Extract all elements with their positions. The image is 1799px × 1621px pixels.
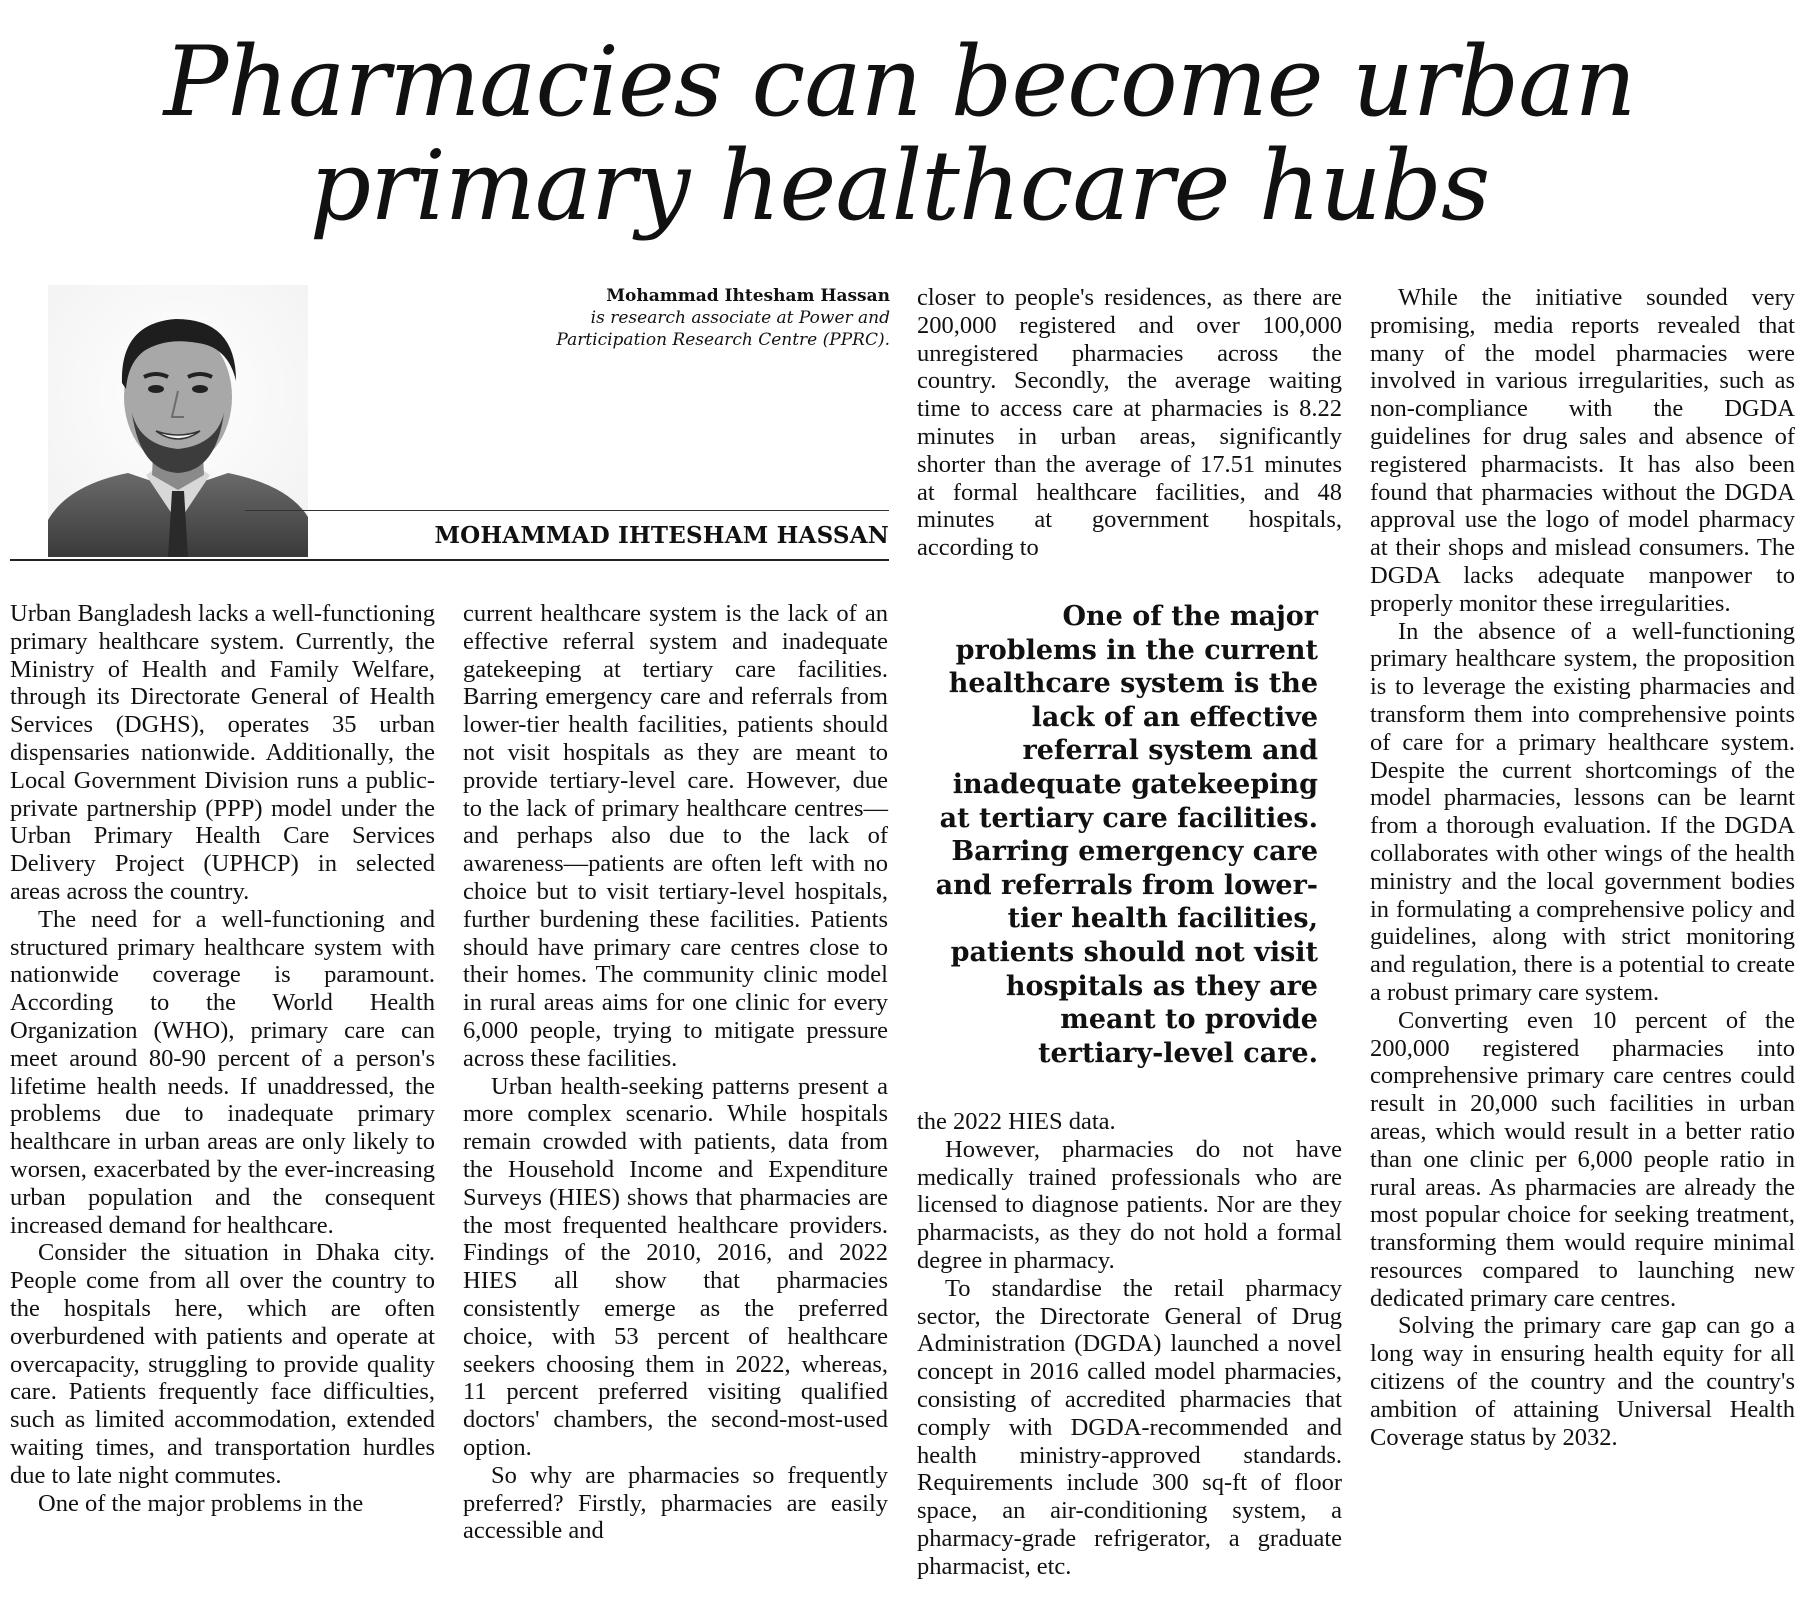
paragraph: So why are pharmacies so frequently preferred? Firstly, pharmacies are easily accessible and xyxy=(463,1461,888,1545)
author-affiliation-line-1: is research associate at Power and xyxy=(590,308,890,328)
paragraph: However, pharmacies do not have medically trained professionals who are licensed to diagnose patients. Nor are they pharmacists, as they do not hold a formal degree in pharmacy. xyxy=(917,1135,1342,1274)
byline: MOHAMMAD IHTESHAM HASSAN xyxy=(434,522,889,549)
article-column-2 xyxy=(463,600,888,1545)
paragraph: closer to people's residences, as there are 200,000 registered and over 100,000 unregistered pharmacies across the country. Secondly, the average waiting time to access care at pharmacies is 8.22 minutes in urban areas, significantly shorter than the average of 17.51 minutes at formal healthcare facilities, and 48 minutes at government hospitals, according to xyxy=(917,284,1342,562)
paragraph: In the absence of a well-functioning primary healthcare system, the proposition is to leverage the existing pharmacies and transform them into comprehensive points of care for a primary healthcare system. Despite the current shortcomings of the model pharmacies, lessons can be learnt from a thorough evaluation. If the DGDA collaborates with other wings of the health ministry and the local government bodies in formulating a comprehensive policy and guidelines, along with strict monitoring and regulation, there is a potential to create a robust primary care system. xyxy=(1370,617,1795,1006)
author-affiliation-line-2: Participation Research Centre (PPRC). xyxy=(556,330,890,350)
article-column-3-top xyxy=(917,284,1342,562)
author-photo xyxy=(48,285,308,557)
paragraph: Solving the primary care gap can go a long way in ensuring health equity for all citizens of the country and the country's ambition of attaining Universal Health Coverage status by 2032. xyxy=(1370,1312,1795,1451)
paragraph: Consider the situation in Dhaka city. People come from all over the country to the hospitals here, which are often overburdened with patients and operate at overcapacity, struggling to provide quality care. Patients frequently face difficulties, such as limited accommodation, extended waiting times, and transportation hurdles due to late night commutes. xyxy=(10,1239,435,1489)
paragraph: One of the major problems in the xyxy=(38,1489,364,1517)
headline xyxy=(0,26,1799,242)
article-column-4 xyxy=(1370,284,1795,1451)
byline-divider xyxy=(245,510,889,511)
author-note xyxy=(455,285,890,351)
paragraph: While the initiative sounded very promising, media reports revealed that many of the model pharmacies were involved in various irregularities, such as non-compliance with the DGDA guidelines for drug sales and absence of registered pharmacists. It has also been found that pharmacies without the DGDA approval use the logo of model pharmacy at their shops and mislead consumers. The DGDA lacks adequate manpower to properly monitor these irregularities. xyxy=(1370,284,1795,617)
author-portrait-image xyxy=(48,285,308,557)
paragraph: Converting even 10 percent of the 200,000 registered pharmacies into comprehensive primary care centres could result in 20,000 such facilities in urban areas, which would result in a better ratio than one clinic per 6,000 people ratio in rural areas. As pharmacies are already the most popular choice for seeking treatment, transforming them would require minimal resources compared to launching new dedicated primary care centres. xyxy=(1370,1006,1795,1312)
article-column-1 xyxy=(10,600,435,1517)
paragraph: Urban health-seeking patterns present a more complex scenario. While hospitals remain crowded with patients, data from the Household Income and Expenditure Surveys (HIES) shows that pharmacies are the most frequented healthcare providers. Findings of the 2010, 2016, and 2022 HIES all show that pharmacies consistently emerge as the preferred choice, with 53 percent of healthcare seekers choosing them in 2022, whereas, 11 percent preferred visiting qualified doctors' chambers, the second-most-used option. xyxy=(463,1072,888,1461)
paragraph: The need for a well-functioning and structured primary healthcare system with nationwide coverage is paramount. According to the World Health Organization (WHO), primary care can meet around 80-90 percent of a person's lifetime health needs. If unaddressed, the problems due to inadequate primary healthcare in urban areas are only likely to worsen, exacerbated by the ever-increasing urban population and the consequent increased demand for healthcare. xyxy=(10,905,435,1239)
byline-bottom-divider xyxy=(10,559,889,561)
headline-line-1: Pharmacies can become urban xyxy=(163,26,1636,138)
article-column-3-bottom xyxy=(917,1108,1342,1581)
pull-quote: One of the major problems in the current healthcare system is the lack of an effective referral system and inadequate gatekeeping at tertiary care facilities. Barring emergency care and referrals from lower-tier health facilities, patients should not visit hospitals as they are meant to provide tertiary-level care. xyxy=(935,601,1318,1069)
headline-line-2: primary healthcare hubs xyxy=(309,130,1490,242)
paragraph: current healthcare system is the lack of an effective referral system and inadequate gatekeeping at tertiary care facilities. Barring emergency care and referrals from lower-tier health facilities, patients should not visit hospitals as they are meant to provide tertiary-level care. However, due to the lack of primary healthcare centres—and perhaps also due to the lack of awareness—patients are often left with no choice but to visit tertiary-level hospitals, further burdening these facilities. Patients should have primary care centres close to their homes. The community clinic model in rural areas aims for one clinic for every 6,000 people, trying to mitigate pressure across these facilities. xyxy=(463,600,888,1072)
author-name: Mohammad Ihtesham Hassan xyxy=(606,286,890,306)
paragraph: Urban Bangladesh lacks a well-functioning primary healthcare system. Currently, the Ministry of Health and Family Welfare, through its Directorate General of Health Services (DGHS), operates 35 urban dispensaries nationwide. Additionally, the Local Government Division runs a public-private partnership (PPP) model under the Urban Primary Health Care Services Delivery Project (UPHCP) in selected areas across the country. xyxy=(10,600,435,905)
paragraph: the 2022 HIES data. xyxy=(917,1108,1116,1135)
paragraph: To standardise the retail pharmacy sector, the Directorate General of Drug Administration (DGDA) launched a novel concept in 2016 called model pharmacies, consisting of accredited pharmacies that comply with DGDA-recommended and health ministry-approved standards. Requirements include 300 sq-ft of floor space, an air-conditioning system, a pharmacy-grade refrigerator, a graduate pharmacist, etc. xyxy=(917,1274,1342,1580)
